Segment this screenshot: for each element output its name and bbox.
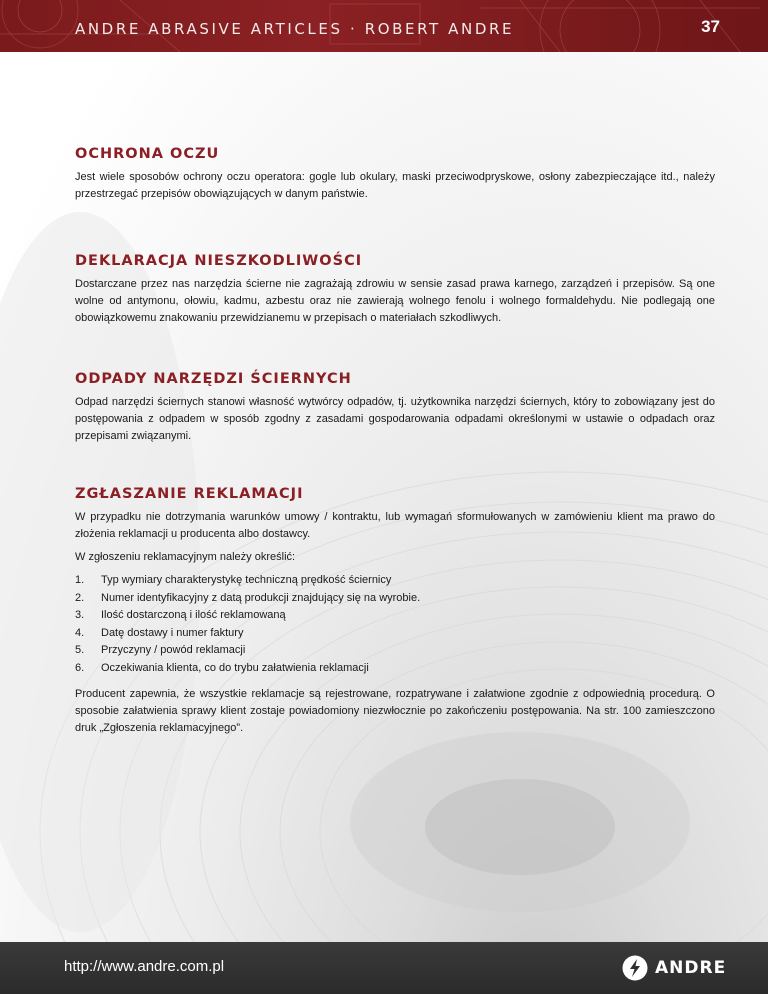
- andre-logo: [622, 955, 726, 981]
- list-item-text: Oczekiwania klienta, co do trybu załatwienia reklamacji: [101, 661, 369, 674]
- list-item-text: Typ wymiary charakterystykę techniczną prędkość ściernicy: [101, 574, 392, 586]
- list-item-number: 4.: [75, 626, 85, 639]
- section-paragraph: Dostarczane przez nas narzędzia ścierne nie zagrażają zdrowiu w sensie zasad prawa karnego, zarządzeń i przepisów. Są one wolne od antymonu, ołowiu, kadmu, azbestu oraz nie zawierają wolnego fenolu i wolnego formaldehydu. Nie podlegają one obowiązkowemu znakowaniu przewidzianemu w przepisach o materiałach szkodliwych.: [75, 278, 715, 324]
- list-item-text: Ilość dostarczoną i ilość reklamowaną: [101, 609, 286, 621]
- list-item-text: Numer identyfikacyjny z datą produkcji znajdujący się na wyrobie.: [101, 591, 421, 604]
- section-harmlessness-declaration: [75, 253, 715, 327]
- list-item: [75, 660, 715, 678]
- list-item-text: Datę dostawy i numer faktury: [101, 626, 244, 639]
- list-item: [75, 572, 715, 590]
- list-item-number: 5.: [75, 644, 85, 656]
- section-paragraph: Jest wiele sposobów ochrony oczu operatora: gogle lub okulary, maski przeciwodpryskowe, osłony zabezpieczające itd., należy przestrzegać przepisów obowiązujących w danym państwie.: [75, 171, 715, 200]
- section-abrasive-waste: [75, 371, 715, 445]
- section-heading: ZGŁASZANIE REKLAMACJI: [75, 486, 304, 502]
- website-link[interactable]: http://www.andre.com.pl: [64, 958, 225, 975]
- list-item: [75, 590, 715, 608]
- section-paragraph: Odpad narzędzi ściernych stanowi własność wytwórcy odpadów, tj. użytkownika narzędzi ściernych, który to zobowiązany jest do postępowania z odpadem w sposób zgodny z zasadami gospodarowania odpadami określonymi w ustawie o odpadach oraz przepisami związanymi.: [75, 396, 715, 442]
- closing-paragraph: Producent zapewnia, że wszystkie reklamacje są rejestrowane, rozpatrywane i załatwione zgodnie z odpowiednią procedurą. O sposobie załatwienia sprawy klient zostaje powiadomiony niezwłocznie po zakończeniu postępowania. Na str. 100 zamieszczono druk „Zgłoszenia reklamacyjnego”.: [75, 688, 715, 734]
- section-paragraph: W zgłoszeniu reklamacyjnym należy określić:: [75, 551, 296, 563]
- section-complaints: [75, 486, 715, 737]
- section-heading: DEKLARACJA NIESZKODLIWOŚCI: [75, 253, 363, 269]
- section-heading: ODPADY NARZĘDZI ŚCIERNYCH: [75, 371, 352, 387]
- header-title: ANDRE ABRASIVE ARTICLES · ROBERT ANDRE: [75, 20, 515, 38]
- page-number: 37: [701, 17, 720, 36]
- list-item-number: 2.: [75, 591, 85, 604]
- logo-text: ANDRE: [655, 958, 727, 978]
- list-item: [75, 642, 715, 660]
- list-item-number: 1.: [75, 574, 85, 586]
- andre-logo-icon: [622, 955, 648, 981]
- list-item: [75, 625, 715, 643]
- page-footer: [0, 942, 768, 994]
- section-paragraph: W przypadku nie dotrzymania warunków umowy / kontraktu, lub wymagań sformułowanych w zamówieniu klient ma prawo do złożenia reklamacji u producenta albo dostawcy.: [75, 511, 715, 540]
- page-header: [0, 0, 768, 52]
- section-heading: OCHRONA OCZU: [75, 146, 220, 162]
- list-item-text: Przyczyny / powód reklamacji: [101, 644, 246, 656]
- complaint-requirements-list: [75, 572, 715, 677]
- list-item-number: 3.: [75, 609, 85, 621]
- list-item: [75, 607, 715, 625]
- section-eye-protection: [75, 146, 715, 203]
- list-item-number: 6.: [75, 661, 85, 674]
